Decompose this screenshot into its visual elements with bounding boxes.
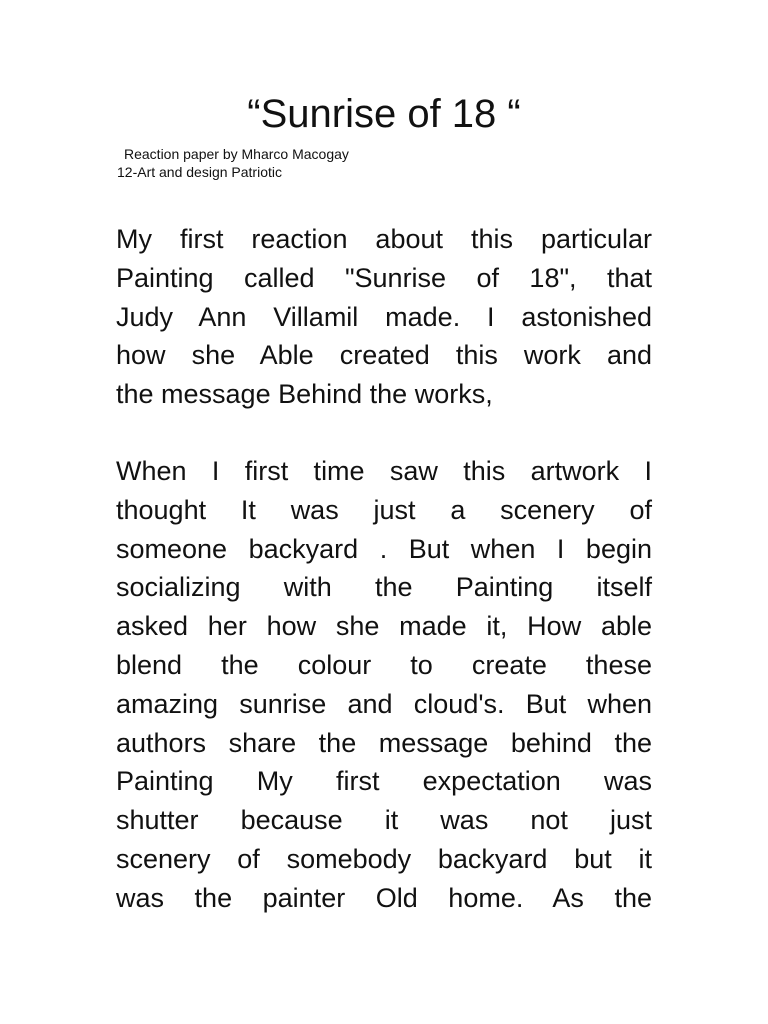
text-line: Painting My first expectation was — [116, 766, 652, 797]
text-line: was the painter Old home. As the — [116, 882, 652, 913]
text-line: scenery of somebody backyard but it — [116, 843, 652, 874]
text-line: shutter because it was not just — [116, 805, 652, 836]
class-section-line: 12-Art and design Patriotic — [117, 164, 282, 180]
text-line: Painting called "Sunrise of 18", that — [116, 262, 652, 293]
text-line: socializing with the Painting itself — [116, 572, 652, 603]
text-line: thought It was just a scenery of — [116, 494, 652, 525]
text-line: the message Behind the works, — [116, 379, 493, 410]
text-line: My first reaction about this particular — [116, 224, 652, 254]
text-line: amazing sunrise and cloud's. But when — [116, 688, 652, 719]
text-line: When I first time saw this artwork I — [116, 456, 652, 486]
text-line: Judy Ann Villamil made. I astonished — [116, 301, 652, 332]
author-byline: Reaction paper by Mharco Macogay — [124, 146, 349, 162]
text-line: asked her how she made it, How able — [116, 611, 652, 642]
paragraph-2 — [116, 452, 652, 918]
page-title: “Sunrise of 18 “ — [247, 92, 521, 136]
text-line: someone backyard . But when I begin — [116, 533, 652, 564]
text-line: authors share the message behind the — [116, 727, 652, 758]
text-line: how she Able created this work and — [116, 340, 652, 371]
text-line: blend the colour to create these — [116, 649, 652, 680]
paragraph-1 — [116, 220, 652, 414]
